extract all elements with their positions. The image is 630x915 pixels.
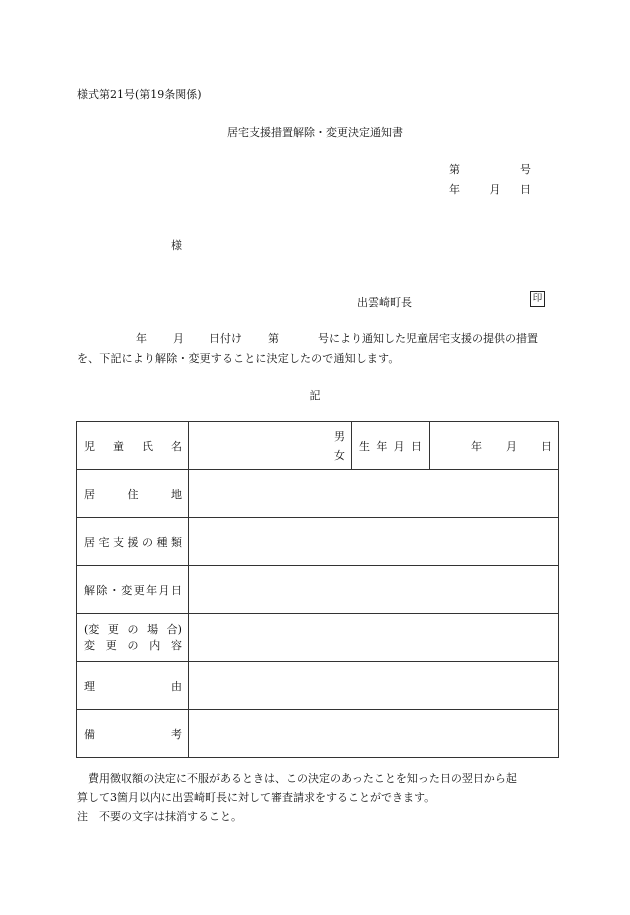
notice-text-line2: を、下記により解除・変更することに決定したので通知します。	[77, 352, 400, 365]
child-name-label: 児 童 氏 名	[77, 422, 189, 470]
notice-text-rest: 号により通知した児童居宅支援の提供の措置	[318, 332, 538, 345]
details-table	[76, 421, 559, 758]
table-row-address	[77, 470, 559, 518]
table-row-support-type	[77, 518, 559, 566]
child-name-field[interactable]	[189, 422, 352, 470]
female-option: 女	[334, 448, 345, 462]
male-option: 男	[334, 429, 345, 443]
table-row-child	[77, 422, 559, 470]
change-content-field[interactable]	[189, 614, 559, 662]
reason-field[interactable]	[189, 662, 559, 710]
notice-month: 月	[173, 332, 184, 345]
notice-year: 年	[136, 332, 147, 345]
ki-heading: 記	[309, 389, 321, 402]
change-content-label: (変 更 の 場 合) 変 更 の 内 容	[77, 614, 189, 662]
address-field[interactable]	[189, 470, 559, 518]
document-title: 居宅支援措置解除・変更決定通知書	[227, 126, 403, 139]
table-row-change-content	[77, 614, 559, 662]
document-number-line	[449, 161, 531, 177]
dob-field[interactable]: 年 月 日	[430, 422, 559, 470]
number-suffix: 号	[520, 163, 531, 176]
date-year: 年	[449, 183, 460, 196]
table-row-remarks	[77, 710, 559, 758]
change-date-field[interactable]	[189, 566, 559, 614]
issuer-name: 出雲崎町長	[357, 296, 412, 309]
reason-label: 理 由	[77, 662, 189, 710]
remarks-field[interactable]	[189, 710, 559, 758]
support-type-field[interactable]	[189, 518, 559, 566]
support-type-label: 居 宅 支 援 の 種 類	[77, 518, 189, 566]
address-label: 居 住 地	[77, 470, 189, 518]
addressee-suffix: 様	[171, 239, 182, 252]
notice-date-suffix: 日付け	[209, 332, 242, 345]
form-number: 様式第21号(第19条関係)	[77, 88, 202, 101]
date-month: 月	[489, 183, 501, 196]
change-date-label: 解 除 ・ 変 更 年 月 日	[77, 566, 189, 614]
table-row-change-date	[77, 566, 559, 614]
table-row-reason	[77, 662, 559, 710]
notice-number-prefix: 第	[268, 332, 279, 345]
appeal-notice-line2: 算して3箇月以内に出雲崎町長に対して審査請求をすることができます。	[77, 791, 436, 804]
document-date-line	[449, 181, 531, 197]
footnote: 注 不要の文字は抹消すること。	[77, 810, 242, 823]
appeal-notice-line1: 費用徴収額の決定に不服があるときは、この決定のあったことを知った日の翌日から起	[88, 772, 517, 785]
seal-mark: 印	[530, 291, 545, 307]
date-day: 日	[520, 183, 531, 196]
remarks-label: 備 考	[77, 710, 189, 758]
number-prefix: 第	[449, 163, 460, 176]
dob-label: 生 年 月 日	[352, 422, 430, 470]
